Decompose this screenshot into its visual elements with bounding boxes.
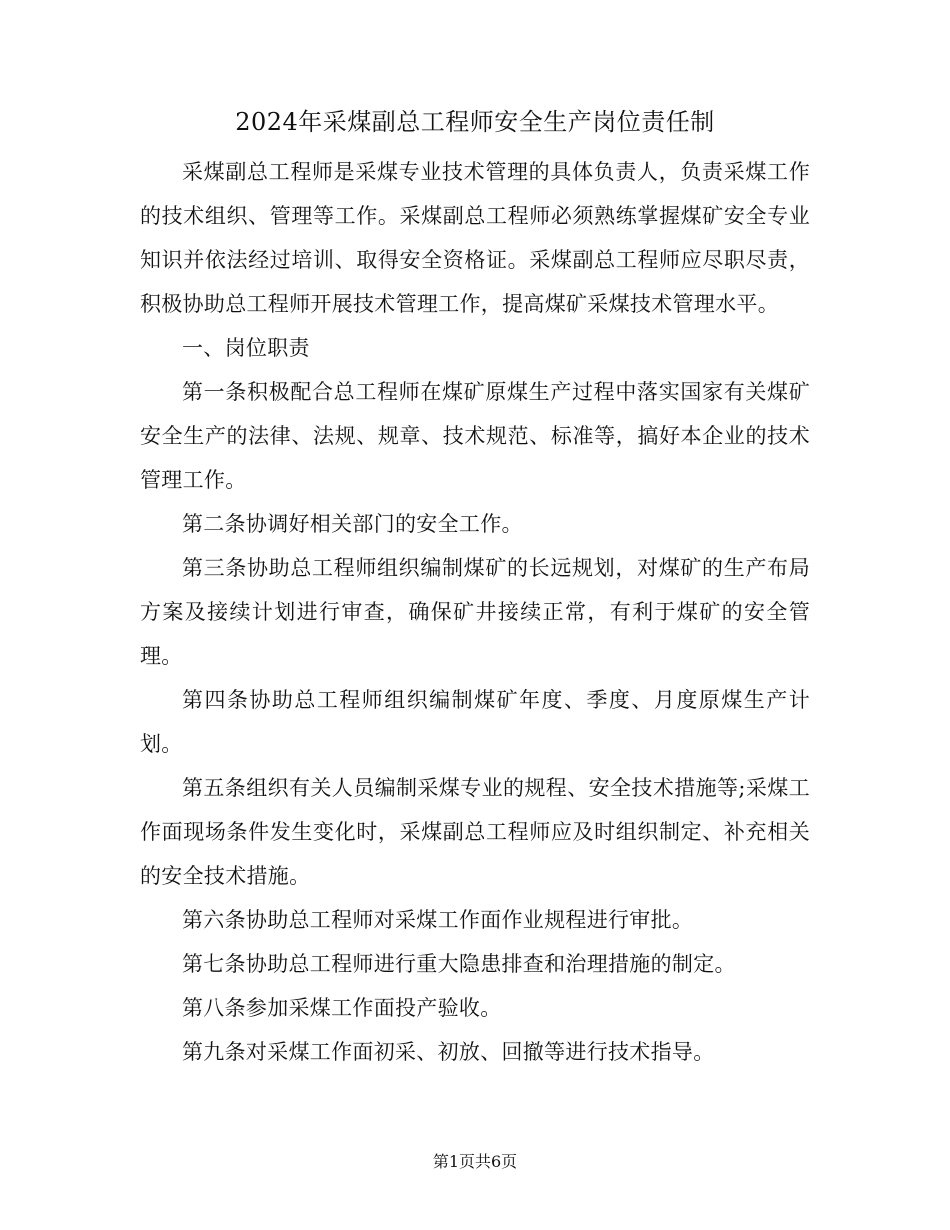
article-4: 第四条协助总工程师组织编制煤矿年度、季度、月度原煤生产计划。 [140,688,810,756]
article-7: 第七条协助总工程师进行重大隐患排查和治理措施的制定。 [182,952,736,976]
article-2: 第二条协调好相关部门的安全工作。 [182,512,523,536]
article-5: 第五条组织有关人员编制采煤专业的规程、安全技术措施等;采煤工作面现场条件发生变化时，采煤副总工程师应及时组织制定、补充相关的安全技术措施。 [140,776,810,888]
page-number: 第1页共6页 [432,1152,518,1171]
article-6: 第六条协助总工程师对采煤工作面作业规程进行审批。 [182,908,694,932]
article-8: 第八条参加采煤工作面投产验收。 [182,996,502,1020]
article-9: 第九条对采煤工作面初采、初放、回撤等进行技术指导。 [182,1040,715,1064]
article-3: 第三条协助总工程师组织编制煤矿的长远规划，对煤矿的生产布局方案及接续计划进行审查，确保矿井接续正常，有利于煤矿的安全管理。 [140,556,810,668]
document-title: 2024年采煤副总工程师安全生产岗位责任制 [235,108,715,136]
section-heading: 一、岗位职责 [182,336,310,360]
intro-paragraph: 采煤副总工程师是采煤专业技术管理的具体负责人，负责采煤工作的技术组织、管理等工作。采煤副总工程师必须熟练掌握煤矿安全专业知识并依法经过培训、取得安全资格证。采煤副总工程师应尽职尽责，积极协助总工程师开展技术管理工作，提高煤矿采煤技术管理水平。 [140,160,810,316]
article-1: 第一条积极配合总工程师在煤矿原煤生产过程中落实国家有关煤矿安全生产的法律、法规、规章、技术规范、标准等，搞好本企业的技术管理工作。 [140,380,810,492]
document-body [140,150,810,1074]
